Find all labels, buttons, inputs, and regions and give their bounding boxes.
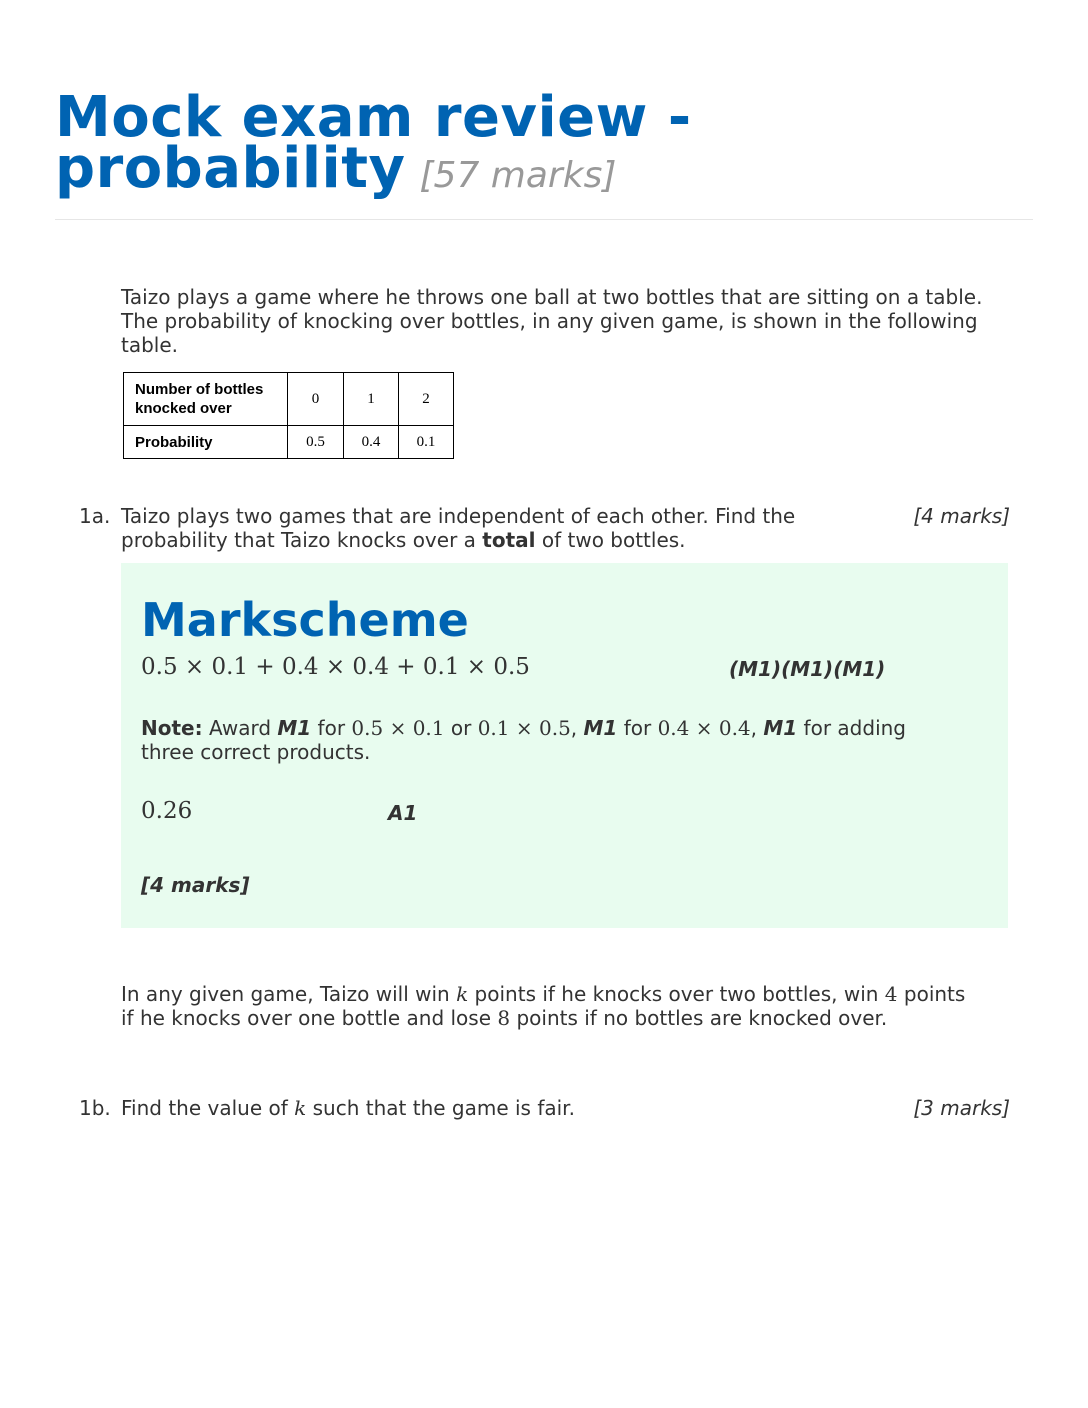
total-marks: [57 marks]: [419, 155, 617, 196]
table-cell: 0.5: [288, 426, 344, 459]
question-text-1a: Taizo plays two games that are independent of each other. Find the probability that Taizo knocks over a total of two bottles.: [121, 504, 796, 552]
question-marks-1a: [4 marks]: [913, 504, 1010, 528]
intro-text: Taizo plays a game where he throws one ball at two bottles that are sitting on a table. The probability of knocking over bottles, in any given game, is shown in the following table.: [121, 285, 983, 357]
table-cell: 2: [399, 373, 454, 426]
question-number-1a: 1a.: [79, 504, 111, 528]
markscheme-total: [4 marks]: [141, 873, 250, 897]
probability-table: [123, 372, 454, 459]
table-row: [124, 373, 454, 426]
answer-mark: A1: [388, 801, 418, 825]
title-divider: [55, 219, 1033, 220]
question-number-1b: 1b.: [79, 1096, 111, 1120]
table-cell: 0: [288, 373, 344, 426]
method-marks: (M1)(M1)(M1): [729, 657, 886, 681]
markscheme-answer: 0.26: [141, 798, 193, 824]
stem-text-2: In any given game, Taizo will win k points if he knocks over two bottles, win 4 points if he knocks over one bottle and lose 8 points if no bottles are knocked over.: [121, 982, 966, 1030]
markscheme-note: Note: Award M1 for 0.5 × 0.1 or 0.1 × 0.5, M1 for 0.4 × 0.4, M1 for adding three correct products.: [141, 716, 906, 764]
markscheme-title: Markscheme: [141, 593, 469, 647]
page-title: [55, 85, 1035, 201]
table-cell: 0.1: [399, 426, 454, 459]
title-line-2: probability: [55, 136, 406, 201]
title-line-1: Mock exam review -: [55, 85, 692, 150]
table-row: [124, 426, 454, 459]
markscheme-equation: 0.5 × 0.1 + 0.4 × 0.4 + 0.1 × 0.5: [141, 654, 530, 680]
table-header-bottles: Number of bottles knocked over: [124, 373, 288, 426]
table-cell: 1: [344, 373, 399, 426]
question-marks-1b: [3 marks]: [913, 1096, 1010, 1120]
table-header-probability: Probability: [124, 426, 288, 459]
question-text-1b: Find the value of k such that the game is fair.: [121, 1096, 575, 1120]
table-cell: 0.4: [344, 426, 399, 459]
